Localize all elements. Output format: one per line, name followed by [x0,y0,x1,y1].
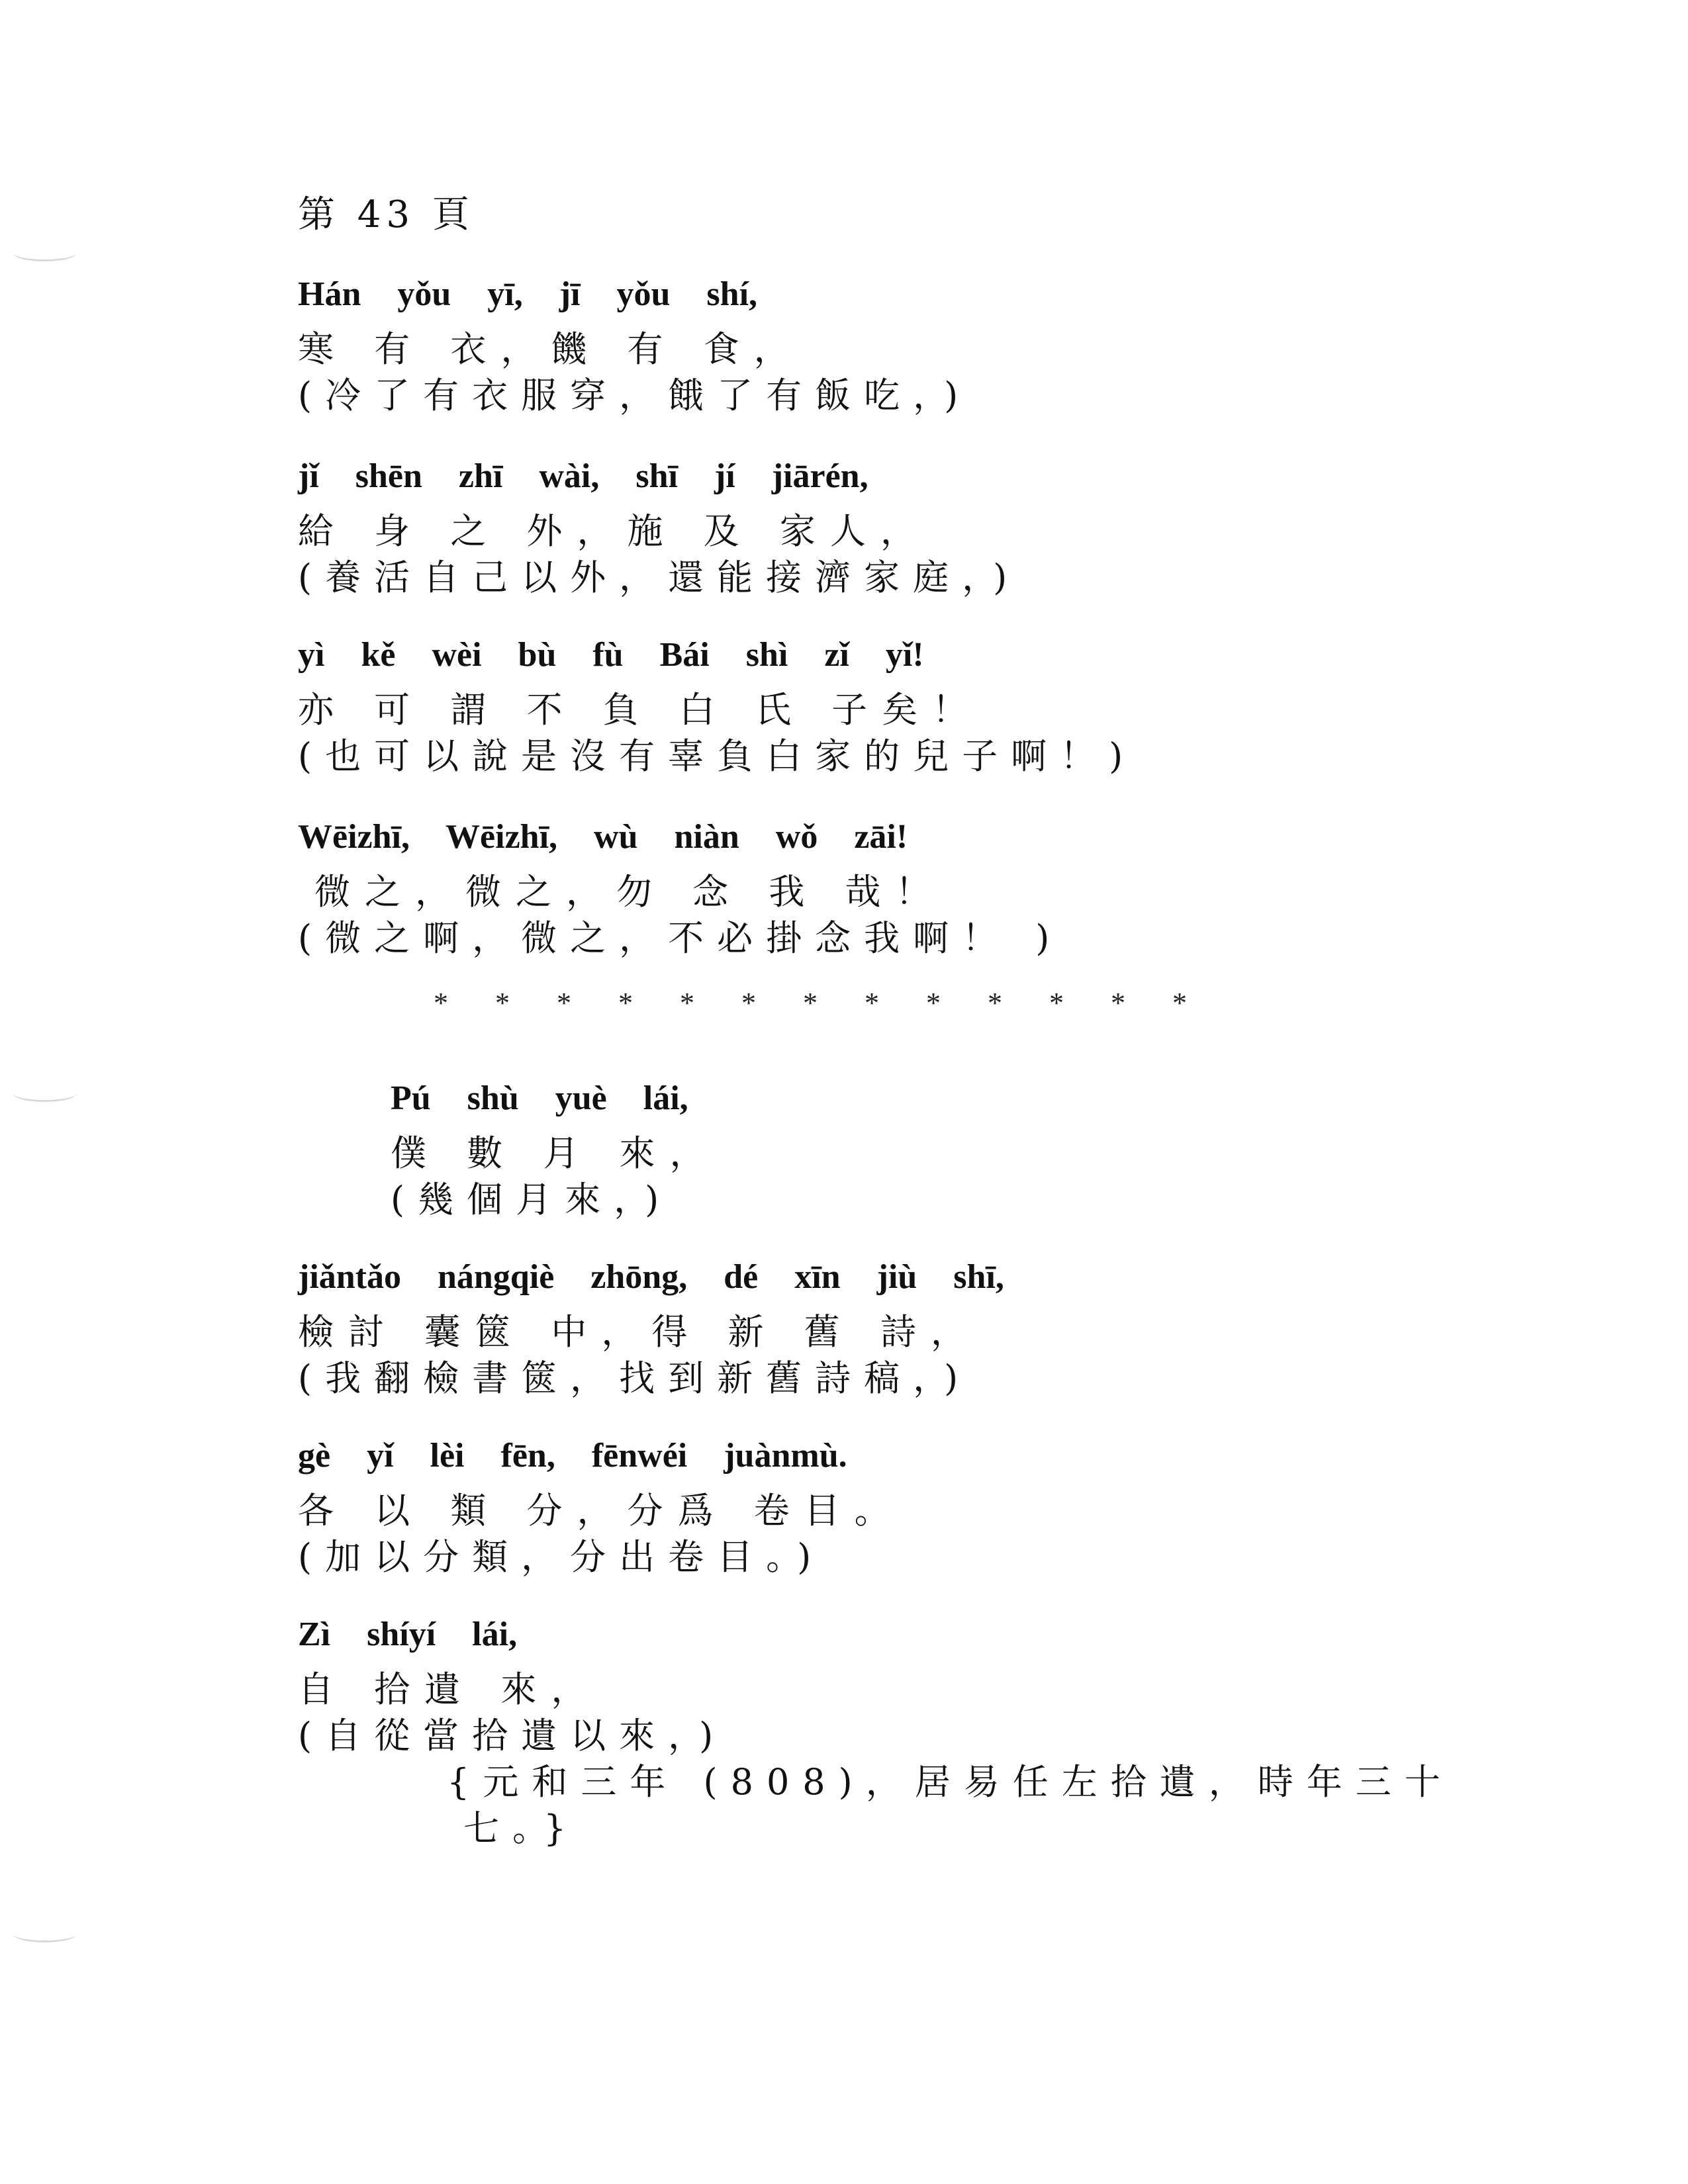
chinese-line: 檢討 囊篋 中，得 新 舊 詩， [298,1311,981,1353]
translation-line: (加以分類，分出卷目。) [298,1536,825,1578]
chinese-line: 給 身 之 外，施 及 家人， [298,510,931,552]
chinese-line: 僕 數 月 來， [391,1132,720,1174]
historical-note-line: {元和三年 (808)，居易任左拾遺，時年三十 [447,1761,1454,1803]
scan-mark [13,1926,76,1942]
pinyin-line: gè yǐ lèi fēn, fēnwéi juànmù. [298,1437,847,1475]
translation-line: (自從當拾遺以來，) [298,1715,727,1756]
pinyin-line: Hán yǒu yī, jī yǒu shí, [298,275,758,313]
translation-line: (冷了有衣服穿，餓了有飯吃，) [298,375,972,416]
chinese-line: 自 拾遺 來， [298,1668,602,1710]
pinyin-line: jiǎntǎo nángqiè zhōng, dé xīn jiù shī, [298,1258,1004,1296]
chinese-line: 寒 有 衣，饑 有 食， [298,328,804,370]
pinyin-line: Wēizhī, Wēizhī, wù niàn wǒ zāi! [298,818,908,856]
pinyin-line: yì kě wèi bù fù Bái shì zǐ yǐ! [298,636,924,674]
scan-mark [13,1085,76,1102]
pinyin-line: Zì shíyí lái, [298,1615,518,1653]
chinese-line: 亦 可 謂 不 負 白 氏 子矣！ [298,689,983,731]
page-header: 第 43 頁 [298,193,475,236]
pinyin-line: jǐ shēn zhī wài, shī jí jiārén, [298,457,868,495]
chinese-line: 各 以 類 分，分爲 卷目。 [298,1490,905,1531]
historical-note-line: 七。} [463,1807,580,1849]
chinese-line: 微之，微之，勿 念 我 哉！ [314,871,946,913]
translation-line: (微之啊，微之，不必掛念我啊！ ) [298,917,1063,959]
pinyin-line: Pú shù yuè lái, [391,1079,688,1117]
translation-line: (養活自己以外，還能接濟家庭，) [298,557,1021,598]
scan-mark [13,245,76,261]
translation-line: (也可以說是沒有辜負白家的兒子啊！) [298,735,1137,777]
translation-line: (幾個月來，) [391,1179,673,1220]
translation-line: (我翻檢書篋，找到新舊詩稿，) [298,1357,972,1399]
section-separator: * * * * * * * * * * * * * [434,987,1187,1019]
